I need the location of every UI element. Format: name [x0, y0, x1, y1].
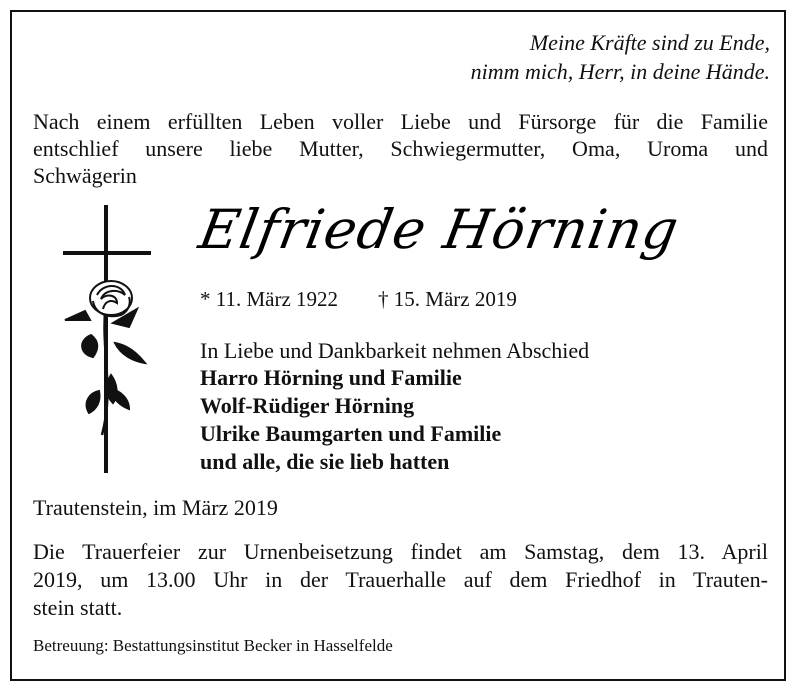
intro-text [33, 108, 768, 189]
life-dates [200, 287, 557, 312]
intro-line: entschlief unsere liebe Mutter, Schwiegermutter, Oma, Uroma und [33, 136, 768, 161]
place-date: Trautenstein, im März 2019 [33, 495, 278, 520]
motto-line: Meine Kräfte sind zu Ende, [529, 30, 770, 55]
motto-line: nimm mich, Herr, in deine Hände. [470, 59, 770, 84]
motto [471, 28, 770, 86]
service-info [33, 538, 768, 622]
intro-line: Schwägerin [33, 163, 137, 188]
mourner: Ulrike Baumgarten und Familie [200, 421, 502, 446]
farewell-text: In Liebe und Dankbarkeit nehmen Abschied [200, 338, 590, 363]
mourner: Harro Hörning und Familie [200, 365, 462, 390]
cross-icon [55, 205, 155, 475]
service-line: 2019, um 13.00 Uhr in der Trauerhalle auf dem Friedhof in Trauten- [33, 567, 768, 592]
service-line: Die Trauerfeier zur Urnenbeisetzung findet am Samstag, dem 13. April [33, 539, 768, 564]
service-line: stein statt. [33, 595, 123, 620]
mourners-list [200, 364, 501, 476]
deceased-name: Elfriede Hörning [194, 198, 684, 261]
death-date: † 15. März 2019 [378, 287, 517, 311]
mourner: und alle, die sie lieb hatten [200, 449, 450, 474]
mourner: Wolf-Rüdiger Hörning [200, 393, 415, 418]
funeral-home-credit: Betreuung: Bestattungsinstitut Becker in Hasselfelde [33, 636, 393, 655]
intro-line: Nach einem erfüllten Leben voller Liebe und Fürsorge für die Familie [33, 109, 768, 134]
birth-date: * 11. März 1922 [200, 287, 339, 311]
